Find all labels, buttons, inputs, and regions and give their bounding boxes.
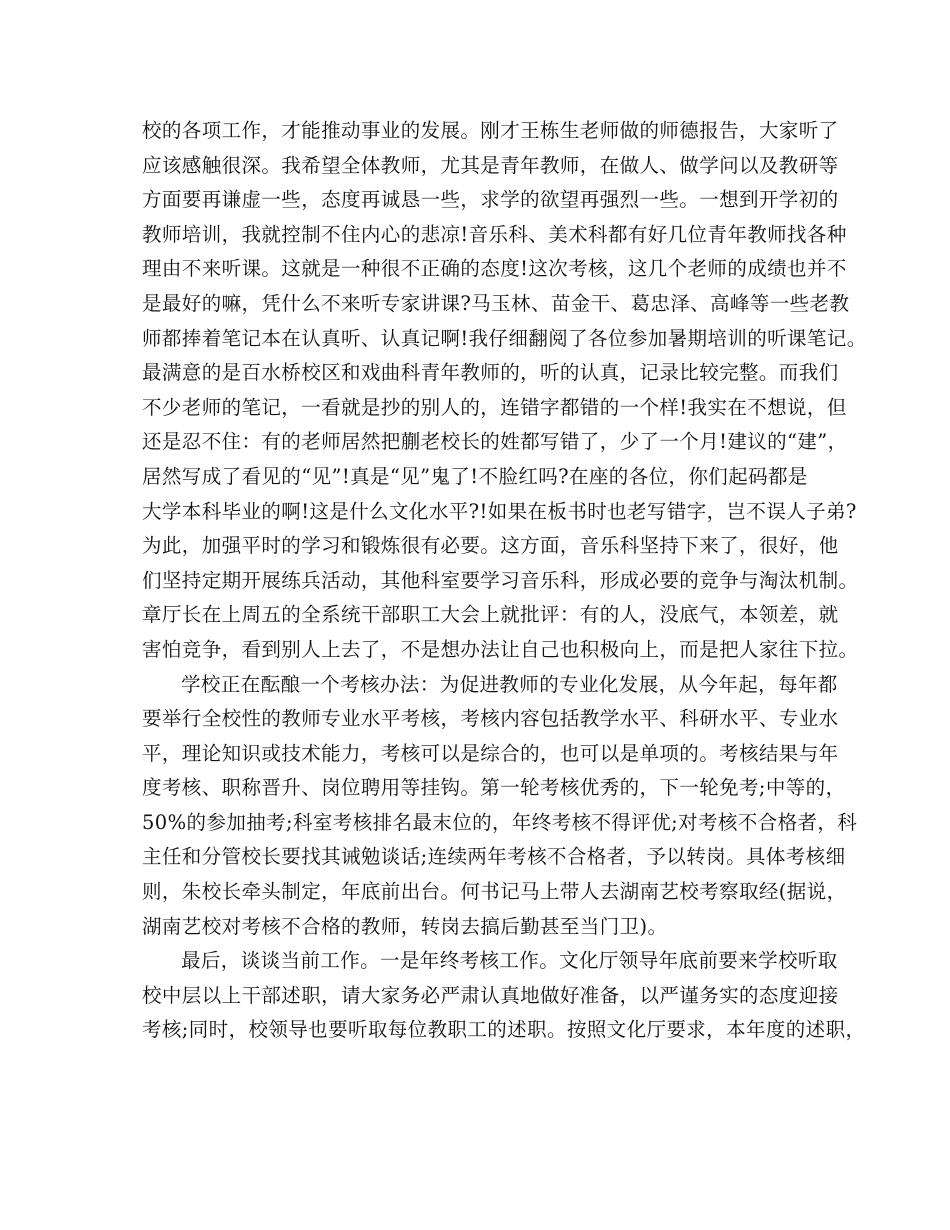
text-line: 理由不来听课。这就是一种很不正确的态度!这次考核，这几个老师的成绩也并不	[142, 257, 847, 281]
text-line: 则，朱校长牵头制定，年底前出台。何书记马上带人去湖南艺校考察取经(据说，	[142, 880, 847, 904]
paragraph-3	[142, 944, 866, 1048]
text-line: 湖南艺校对考核不合格的教师，转岗去搞后勤甚至当门卫)。	[142, 914, 668, 938]
text-line: 章厅长在上周五的全系统干部职工大会上就批评：有的人，没底气，本领差，就	[142, 603, 839, 627]
text-line: 为此，加强平时的学习和锻炼很有必要。这方面，音乐科坚持下来了，很好，他	[142, 534, 839, 558]
text-line: 是最好的嘛，凭什么不来听专家讲课?马玉林、苗金干、葛忠泽、高峰等一些老教	[142, 291, 850, 315]
text-line: 校中层以上干部述职，请大家务必严肃认真地做好准备，以严谨务实的态度迎接	[142, 983, 839, 1007]
text-line: 平，理论知识或技术能力，考核可以是综合的，也可以是单项的。考核结果与年	[142, 741, 839, 765]
text-line-first: 最后，谈谈当前工作。一是年终考核工作。文化厅领导年底前要来学校听取	[181, 949, 838, 973]
text-line: 师都捧着笔记本在认真听、认真记啊!我仔细翻阅了各位参加暑期培训的听课笔记。	[142, 326, 867, 350]
text-line: 50%的参加抽考;科室考核排名最末位的，年终考核不得评优;对考核不合格者，科	[142, 810, 858, 834]
text-line: 应该感触很深。我希望全体教师，尤其是青年教师，在做人、做学问以及教研等	[142, 153, 839, 177]
text-line: 主任和分管校长要找其诫勉谈话;连续两年考核不合格者，予以转岗。具体考核细	[142, 845, 846, 869]
text-line: 最满意的是百水桥校区和戏曲科青年教师的，听的认真，记录比较完整。而我们	[142, 361, 839, 385]
text-line: 要举行全校性的教师专业水平考核，考核内容包括教学水平、科研水平、专业水	[142, 707, 839, 731]
text-line-first: 学校正在酝酿一个考核办法：为促进教师的专业化发展，从今年起，每年都	[181, 672, 838, 696]
text-line: 害怕竞争，看到别人上去了，不是想办法让自己也积极向上，而是把人家往下拉。	[142, 637, 859, 661]
paragraph-2	[142, 668, 858, 945]
text-line: 度考核、职称晋升、岗位聘用等挂钩。第一轮考核优秀的，下一轮免考;中等的，	[142, 776, 846, 800]
text-line: 大学本科毕业的啊!这是什么文化水平?!如果在板书时也老写错字，岂不误人子弟?	[142, 499, 857, 523]
text-line: 教师培训，我就控制不住内心的悲凉!音乐科、美术科都有好几位青年教师找各种	[142, 222, 847, 246]
text-line: 不少老师的笔记，一看就是抄的别人的，连错字都错的一个样!我实在不想说，但	[142, 395, 847, 419]
text-line: 还是忍不住：有的老师居然把蒯老校长的姓都写错了，少了一个月!建议的“建”，	[142, 430, 848, 454]
text-line: 方面要再谦虚一些，态度再诚恳一些，求学的欲望再强烈一些。一想到开学初的	[142, 188, 839, 212]
text-line: 校的各项工作，才能推动事业的发展。刚才王栋生老师做的师德报告，大家听了	[142, 119, 839, 142]
paragraph-1	[142, 114, 867, 668]
text-line: 居然写成了看见的“见”!真是“见”鬼了!不脸红吗?在座的各位，你们起码都是	[142, 464, 808, 488]
text-line: 们坚持定期开展练兵活动，其他科室要学习音乐科，形成必要的竞争与淘汰机制。	[142, 568, 859, 592]
text-line: 考核;同时，校领导也要听取每位教职工的述职。按照文化厅要求，本年度的述职，	[142, 1018, 866, 1042]
document-page	[142, 114, 867, 1048]
